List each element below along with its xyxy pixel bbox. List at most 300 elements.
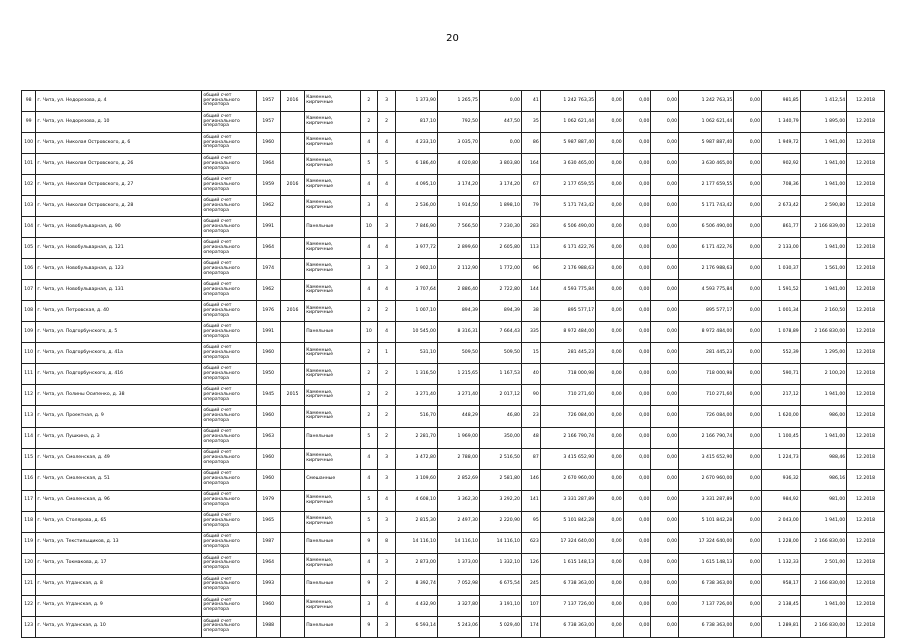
cell-wall: Панельные: [305, 322, 360, 343]
cell-c4: 0,00: [651, 133, 679, 154]
cell-due: 12.2018: [847, 364, 885, 385]
cell-s3: 2 017,12: [479, 385, 521, 406]
cell-addr: г. Чита, ул. Подгорбунского, д. 41а: [36, 343, 202, 364]
cell-s2: 509,50: [437, 343, 479, 364]
cell-c5: 6 738 363,00: [679, 574, 734, 595]
cell-rep: [280, 112, 304, 133]
cell-u2: 2 160,50: [800, 301, 846, 322]
cell-due: 12.2018: [847, 343, 885, 364]
cell-s3: 14 116,10: [479, 532, 521, 553]
cell-s1: 14 116,10: [395, 532, 437, 553]
cell-c3: 0,00: [623, 469, 651, 490]
cell-wall: Каменные, кирпичные: [305, 553, 360, 574]
cell-s3: 2 581,80: [479, 469, 521, 490]
cell-fl: 10: [360, 217, 378, 238]
cell-ppl: 144: [521, 280, 540, 301]
cell-en: 2: [378, 364, 396, 385]
cell-fl: 5: [360, 427, 378, 448]
cell-c6: 0,00: [734, 469, 762, 490]
cell-rep: [280, 217, 304, 238]
cell-c5: 4 593 775,84: [679, 280, 734, 301]
cell-n: 105: [22, 238, 36, 259]
cell-c3: 0,00: [623, 238, 651, 259]
cell-ppl: 141: [521, 490, 540, 511]
cell-c1: 17 324 640,00: [540, 532, 595, 553]
cell-c3: 0,00: [623, 343, 651, 364]
cell-c3: 0,00: [623, 532, 651, 553]
cell-addr: г. Чита, ул. Николая Островского, д. 28: [36, 196, 202, 217]
cell-wall: Панельные: [305, 217, 360, 238]
cell-fl: 3: [360, 595, 378, 616]
cell-s3: 6 675,54: [479, 574, 521, 595]
cell-c2: 0,00: [596, 448, 624, 469]
cell-en: 3: [378, 553, 396, 574]
cell-en: 4: [378, 133, 396, 154]
cell-fl: 9: [360, 532, 378, 553]
cell-s3: 1 898,10: [479, 196, 521, 217]
cell-year: 1962: [256, 280, 280, 301]
cell-c3: 0,00: [623, 322, 651, 343]
cell-u2: 988,46: [800, 448, 846, 469]
cell-c2: 0,00: [596, 616, 624, 637]
cell-c5: 1 242 763,35: [679, 91, 734, 112]
table-row: [22, 217, 885, 238]
cell-c6: 0,00: [734, 280, 762, 301]
cell-year: 1991: [256, 217, 280, 238]
cell-c4: 0,00: [651, 217, 679, 238]
cell-rep: [280, 448, 304, 469]
cell-u1: 1 224,73: [762, 448, 801, 469]
cell-wall: Каменные, кирпичные: [305, 196, 360, 217]
cell-u2: 2 100,20: [800, 364, 846, 385]
cell-due: 12.2018: [847, 469, 885, 490]
cell-c6: 0,00: [734, 238, 762, 259]
cell-en: 4: [378, 280, 396, 301]
cell-ppl: 90: [521, 385, 540, 406]
cell-c5: 6 171 422,76: [679, 238, 734, 259]
cell-fl: 3: [360, 196, 378, 217]
cell-addr: г. Чита, ул. Новобульварная, д. 123: [36, 259, 202, 280]
cell-due: 12.2018: [847, 385, 885, 406]
cell-c1: 8 972 484,00: [540, 322, 595, 343]
cell-due: 12.2018: [847, 280, 885, 301]
cell-u2: 2 166 830,00: [800, 616, 846, 637]
cell-year: 1974: [256, 259, 280, 280]
table-row: [22, 448, 885, 469]
cell-fl: 2: [360, 301, 378, 322]
cell-u1: 217,12: [762, 385, 801, 406]
cell-year: 1991: [256, 322, 280, 343]
cell-n: 120: [22, 553, 36, 574]
cell-c1: 2 670 960,00: [540, 469, 595, 490]
cell-c6: 0,00: [734, 133, 762, 154]
cell-c3: 0,00: [623, 364, 651, 385]
cell-s1: 4 233,10: [395, 133, 437, 154]
cell-addr: г. Чита, ул. Смоленская, д. 96: [36, 490, 202, 511]
cell-c2: 0,00: [596, 175, 624, 196]
cell-u1: 1 591,52: [762, 280, 801, 301]
cell-due: 12.2018: [847, 532, 885, 553]
cell-c4: 0,00: [651, 532, 679, 553]
cell-rep: [280, 343, 304, 364]
cell-year: 1979: [256, 490, 280, 511]
cell-fund: общий счет регионального оператора: [202, 196, 256, 217]
cell-s1: 2 281,70: [395, 427, 437, 448]
table-row: [22, 364, 885, 385]
cell-u1: 1 949,72: [762, 133, 801, 154]
cell-wall: Смешанные: [305, 469, 360, 490]
cell-s3: 2 722,80: [479, 280, 521, 301]
table-row: [22, 595, 885, 616]
cell-rep: [280, 196, 304, 217]
cell-year: 1993: [256, 574, 280, 595]
cell-year: 1987: [256, 532, 280, 553]
cell-c4: 0,00: [651, 385, 679, 406]
cell-rep: [280, 595, 304, 616]
cell-en: 5: [378, 154, 396, 175]
cell-s2: 5 243,06: [437, 616, 479, 637]
cell-c3: 0,00: [623, 616, 651, 637]
cell-fl: 3: [360, 259, 378, 280]
cell-rep: 2016: [280, 301, 304, 322]
cell-u2: 1 895,00: [800, 112, 846, 133]
cell-addr: г. Чита, ул. Текстильщиков, д. 13: [36, 532, 202, 553]
cell-n: 98: [22, 91, 36, 112]
cell-fund: общий счет регионального оператора: [202, 595, 256, 616]
cell-fund: общий счет регионального оператора: [202, 385, 256, 406]
cell-s2: 1 265,75: [437, 91, 479, 112]
cell-ppl: 38: [521, 301, 540, 322]
cell-u1: 861,77: [762, 217, 801, 238]
cell-c2: 0,00: [596, 574, 624, 595]
cell-n: 119: [22, 532, 36, 553]
cell-ppl: 146: [521, 469, 540, 490]
table-row: [22, 553, 885, 574]
cell-ppl: 23: [521, 406, 540, 427]
cell-s3: 3 803,80: [479, 154, 521, 175]
cell-wall: Каменные, кирпичные: [305, 406, 360, 427]
cell-fund: общий счет регионального оператора: [202, 364, 256, 385]
cell-wall: Панельные: [305, 616, 360, 637]
cell-wall: Каменные, кирпичные: [305, 238, 360, 259]
cell-s2: 2 852,69: [437, 469, 479, 490]
cell-rep: [280, 427, 304, 448]
cell-c1: 5 101 842,28: [540, 511, 595, 532]
cell-c6: 0,00: [734, 364, 762, 385]
cell-n: 117: [22, 490, 36, 511]
cell-year: 1963: [256, 427, 280, 448]
cell-en: 3: [378, 616, 396, 637]
cell-ppl: 15: [521, 343, 540, 364]
cell-addr: г. Чита, ул. Угданская, д. 8: [36, 574, 202, 595]
cell-u2: 1 941,00: [800, 175, 846, 196]
page-number: 20: [446, 33, 459, 44]
cell-c3: 0,00: [623, 427, 651, 448]
cell-due: 12.2018: [847, 322, 885, 343]
cell-ppl: 95: [521, 511, 540, 532]
cell-fund: общий счет регионального оператора: [202, 406, 256, 427]
cell-c6: 0,00: [734, 616, 762, 637]
cell-due: 12.2018: [847, 448, 885, 469]
cell-u2: 1 412,54: [800, 91, 846, 112]
cell-rep: [280, 259, 304, 280]
cell-en: 3: [378, 511, 396, 532]
cell-c2: 0,00: [596, 427, 624, 448]
cell-ppl: 113: [521, 238, 540, 259]
cell-s2: 3 271,40: [437, 385, 479, 406]
cell-addr: г. Чита, ул. Новобульварная, д. 90: [36, 217, 202, 238]
cell-u2: 1 941,00: [800, 133, 846, 154]
cell-addr: г. Чита, ул. Полины Осипенко, д. 38: [36, 385, 202, 406]
cell-c2: 0,00: [596, 133, 624, 154]
cell-year: 1945: [256, 385, 280, 406]
cell-c2: 0,00: [596, 553, 624, 574]
cell-u1: 902,92: [762, 154, 801, 175]
cell-en: 4: [378, 175, 396, 196]
cell-c3: 0,00: [623, 511, 651, 532]
cell-s2: 1 969,00: [437, 427, 479, 448]
cell-addr: г. Чита, ул. Проектная, д. 9: [36, 406, 202, 427]
cell-u1: 1 620,00: [762, 406, 801, 427]
cell-c5: 5 987 887,40: [679, 133, 734, 154]
cell-due: 12.2018: [847, 574, 885, 595]
cell-u1: 1 100,45: [762, 427, 801, 448]
cell-c5: 2 177 659,55: [679, 175, 734, 196]
cell-fl: 4: [360, 553, 378, 574]
cell-en: 3: [378, 469, 396, 490]
cell-fl: 10: [360, 322, 378, 343]
cell-c4: 0,00: [651, 259, 679, 280]
cell-fl: 4: [360, 238, 378, 259]
cell-s2: 3 035,70: [437, 133, 479, 154]
cell-s1: 10 545,00: [395, 322, 437, 343]
cell-c2: 0,00: [596, 301, 624, 322]
cell-s3: 7 230,30: [479, 217, 521, 238]
cell-c1: 281 445,23: [540, 343, 595, 364]
cell-s1: 817,10: [395, 112, 437, 133]
cell-c3: 0,00: [623, 385, 651, 406]
cell-n: 107: [22, 280, 36, 301]
cell-fl: 2: [360, 385, 378, 406]
table-row: [22, 154, 885, 175]
cell-c6: 0,00: [734, 175, 762, 196]
cell-u2: 1 941,00: [800, 238, 846, 259]
cell-rep: [280, 532, 304, 553]
cell-addr: г. Чита, ул. Николая Островского, д. 6: [36, 133, 202, 154]
cell-c4: 0,00: [651, 616, 679, 637]
cell-wall: Каменные, кирпичные: [305, 490, 360, 511]
cell-c5: 1 615 148,13: [679, 553, 734, 574]
cell-c5: 7 137 726,00: [679, 595, 734, 616]
cell-ppl: 41: [521, 91, 540, 112]
cell-n: 106: [22, 259, 36, 280]
cell-c5: 1 062 621,44: [679, 112, 734, 133]
cell-s3: 1 167,53: [479, 364, 521, 385]
cell-c5: 2 176 988,63: [679, 259, 734, 280]
cell-fund: общий счет регионального оператора: [202, 154, 256, 175]
cell-ppl: 48: [521, 427, 540, 448]
cell-due: 12.2018: [847, 259, 885, 280]
cell-n: 118: [22, 511, 36, 532]
cell-c2: 0,00: [596, 322, 624, 343]
cell-n: 108: [22, 301, 36, 322]
cell-c4: 0,00: [651, 553, 679, 574]
cell-c6: 0,00: [734, 322, 762, 343]
cell-n: 110: [22, 343, 36, 364]
cell-s3: 894,39: [479, 301, 521, 322]
cell-due: 12.2018: [847, 238, 885, 259]
table-row: [22, 616, 885, 637]
cell-u2: 2 166 830,00: [800, 574, 846, 595]
cell-s1: 2 873,00: [395, 553, 437, 574]
cell-ppl: 35: [521, 112, 540, 133]
cell-fl: 9: [360, 616, 378, 637]
cell-fund: общий счет регионального оператора: [202, 301, 256, 322]
cell-c5: 718 000,98: [679, 364, 734, 385]
cell-c2: 0,00: [596, 217, 624, 238]
cell-due: 12.2018: [847, 406, 885, 427]
cell-fund: общий счет регионального оператора: [202, 532, 256, 553]
cell-addr: г. Чита, ул. Угданская, д. 9: [36, 595, 202, 616]
cell-s2: 448,29: [437, 406, 479, 427]
cell-n: 123: [22, 616, 36, 637]
cell-wall: Каменные, кирпичные: [305, 280, 360, 301]
cell-s3: 447,50: [479, 112, 521, 133]
cell-u2: 1 941,00: [800, 154, 846, 175]
cell-c4: 0,00: [651, 301, 679, 322]
cell-rep: [280, 154, 304, 175]
cell-ppl: 245: [521, 574, 540, 595]
cell-c6: 0,00: [734, 112, 762, 133]
cell-s1: 6 593,14: [395, 616, 437, 637]
cell-c1: 710 271,60: [540, 385, 595, 406]
cell-addr: г. Чита, ул. Недорезова, д. 4: [36, 91, 202, 112]
cell-year: 1960: [256, 469, 280, 490]
cell-rep: [280, 406, 304, 427]
cell-c6: 0,00: [734, 385, 762, 406]
cell-fl: 2: [360, 112, 378, 133]
cell-year: 1950: [256, 364, 280, 385]
table-row: [22, 91, 885, 112]
cell-c4: 0,00: [651, 280, 679, 301]
cell-c4: 0,00: [651, 175, 679, 196]
cell-n: 104: [22, 217, 36, 238]
cell-u1: 708,36: [762, 175, 801, 196]
cell-fund: общий счет регионального оператора: [202, 427, 256, 448]
cell-c3: 0,00: [623, 406, 651, 427]
cell-c1: 3 630 465,00: [540, 154, 595, 175]
cell-due: 12.2018: [847, 553, 885, 574]
cell-wall: Панельные: [305, 427, 360, 448]
cell-fund: общий счет регионального оператора: [202, 175, 256, 196]
table-row: [22, 280, 885, 301]
cell-c3: 0,00: [623, 154, 651, 175]
cell-s2: 2 112,90: [437, 259, 479, 280]
cell-s2: 7 566,50: [437, 217, 479, 238]
cell-rep: [280, 238, 304, 259]
cell-u1: 1 132,33: [762, 553, 801, 574]
cell-due: 12.2018: [847, 154, 885, 175]
cell-year: 1960: [256, 595, 280, 616]
table-row: [22, 133, 885, 154]
cell-due: 12.2018: [847, 427, 885, 448]
cell-n: 114: [22, 427, 36, 448]
cell-fund: общий счет регионального оператора: [202, 280, 256, 301]
cell-c1: 726 084,00: [540, 406, 595, 427]
cell-c5: 726 084,00: [679, 406, 734, 427]
cell-c1: 4 593 775,84: [540, 280, 595, 301]
cell-fl: 4: [360, 448, 378, 469]
cell-s2: 3 174,20: [437, 175, 479, 196]
cell-c6: 0,00: [734, 532, 762, 553]
cell-due: 12.2018: [847, 196, 885, 217]
cell-c3: 0,00: [623, 553, 651, 574]
cell-fl: 5: [360, 490, 378, 511]
cell-s2: 7 052,98: [437, 574, 479, 595]
cell-due: 12.2018: [847, 175, 885, 196]
cell-u1: 981,85: [762, 91, 801, 112]
cell-s2: 1 215,65: [437, 364, 479, 385]
cell-due: 12.2018: [847, 595, 885, 616]
cell-ppl: 40: [521, 364, 540, 385]
cell-addr: г. Чита, ул. Столярова, д. 65: [36, 511, 202, 532]
cell-s1: 516,70: [395, 406, 437, 427]
cell-en: 2: [378, 406, 396, 427]
cell-u2: 1 941,00: [800, 385, 846, 406]
cell-s1: 6 186,40: [395, 154, 437, 175]
cell-u2: 1 941,00: [800, 511, 846, 532]
cell-wall: Панельные: [305, 574, 360, 595]
cell-fund: общий счет регионального оператора: [202, 343, 256, 364]
cell-c5: 8 972 484,00: [679, 322, 734, 343]
cell-c3: 0,00: [623, 133, 651, 154]
cell-year: 1960: [256, 133, 280, 154]
cell-n: 101: [22, 154, 36, 175]
cell-addr: г. Чита, ул. Смоленская, д. 51: [36, 469, 202, 490]
cell-c3: 0,00: [623, 112, 651, 133]
cell-year: 1964: [256, 154, 280, 175]
cell-c2: 0,00: [596, 238, 624, 259]
cell-rep: [280, 364, 304, 385]
cell-c2: 0,00: [596, 469, 624, 490]
cell-n: 113: [22, 406, 36, 427]
cell-due: 12.2018: [847, 112, 885, 133]
cell-c3: 0,00: [623, 175, 651, 196]
cell-en: 2: [378, 301, 396, 322]
cell-wall: Каменные, кирпичные: [305, 91, 360, 112]
cell-en: 2: [378, 385, 396, 406]
cell-c1: 5 171 743,42: [540, 196, 595, 217]
cell-c6: 0,00: [734, 595, 762, 616]
table-row: [22, 532, 885, 553]
cell-u1: 936,32: [762, 469, 801, 490]
cell-rep: [280, 574, 304, 595]
cell-c6: 0,00: [734, 154, 762, 175]
cell-u1: 1 001,34: [762, 301, 801, 322]
table-row: [22, 427, 885, 448]
cell-s1: 7 846,90: [395, 217, 437, 238]
cell-year: 1960: [256, 448, 280, 469]
cell-u1: 2 673,42: [762, 196, 801, 217]
cell-c2: 0,00: [596, 154, 624, 175]
cell-wall: Каменные, кирпичные: [305, 154, 360, 175]
cell-wall: Каменные, кирпичные: [305, 448, 360, 469]
cell-c4: 0,00: [651, 238, 679, 259]
cell-year: 1957: [256, 112, 280, 133]
cell-fund: общий счет регионального оператора: [202, 238, 256, 259]
cell-c6: 0,00: [734, 91, 762, 112]
cell-c4: 0,00: [651, 364, 679, 385]
